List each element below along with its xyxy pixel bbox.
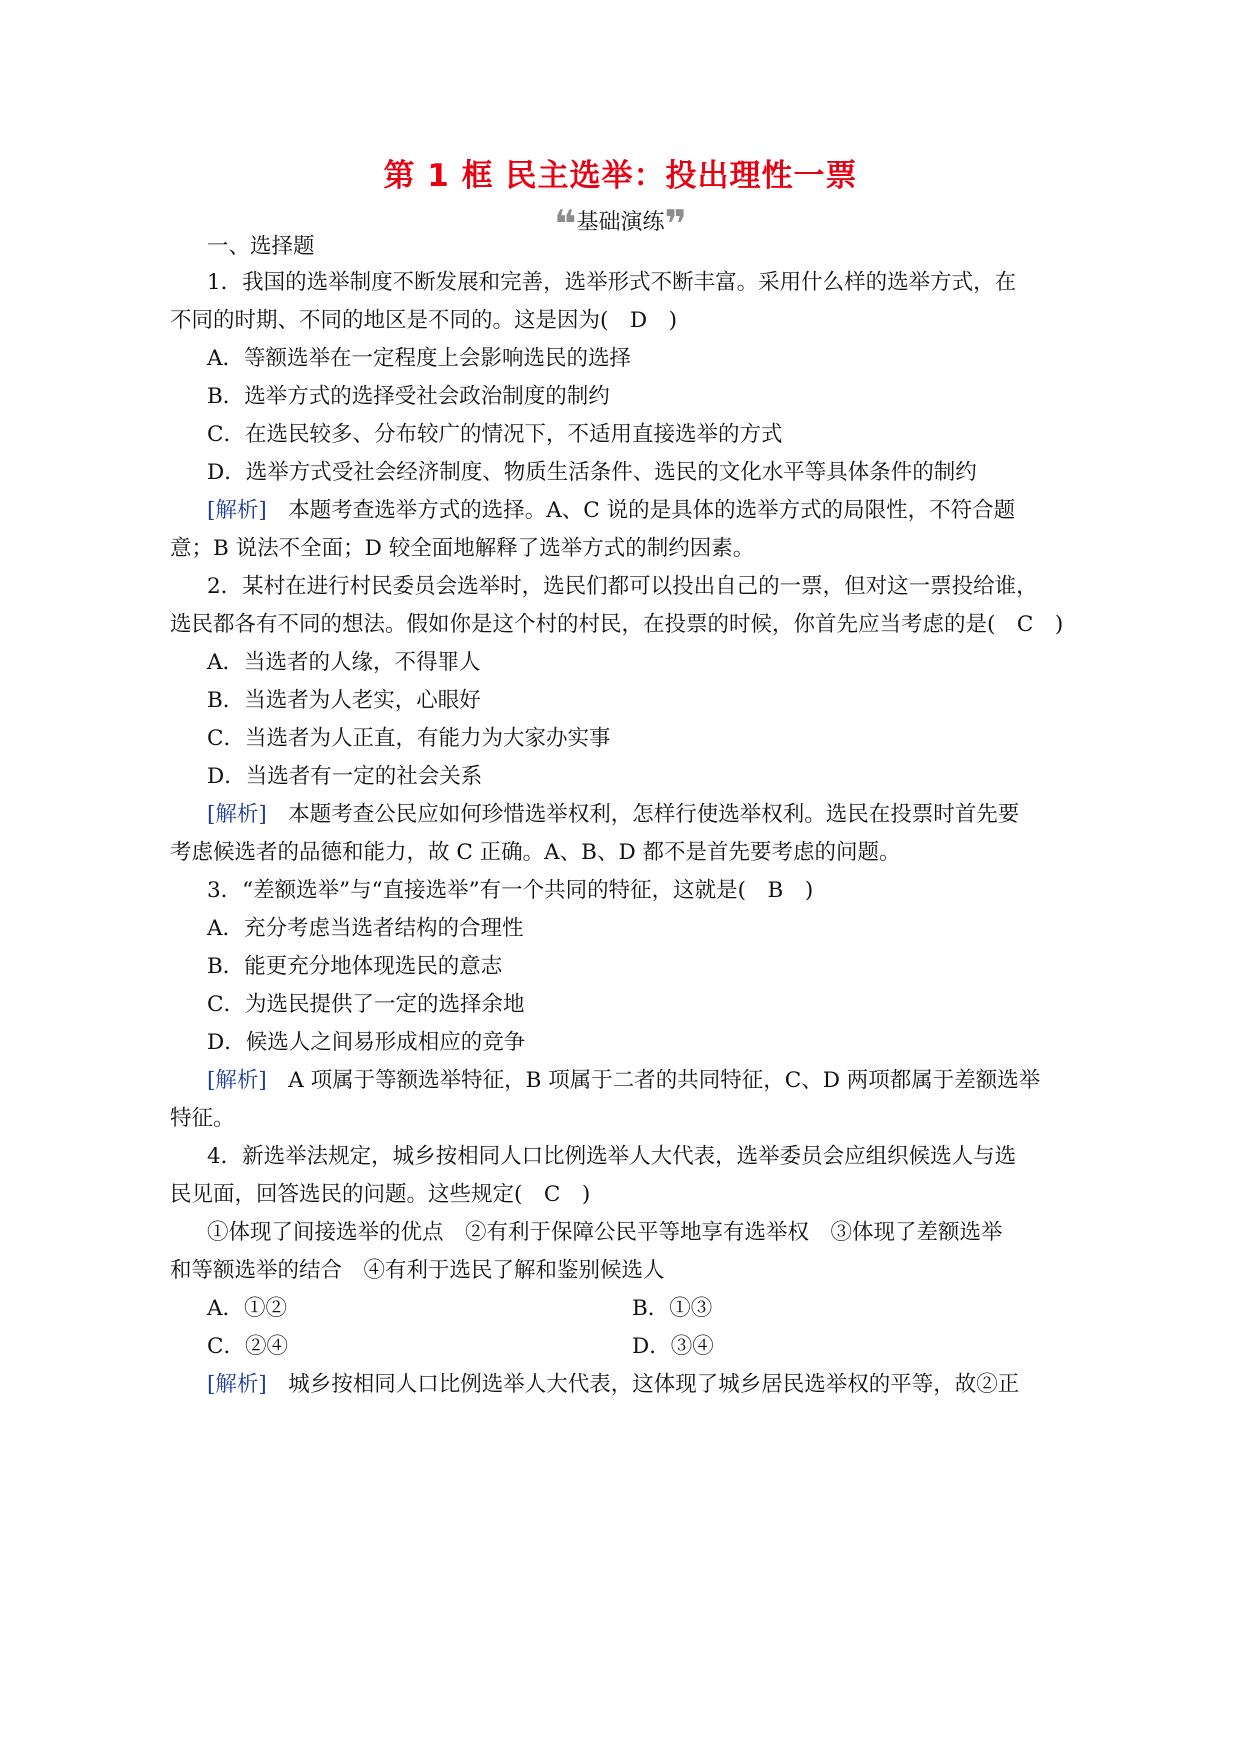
lesson-title: 第 1 框 民主选举：投出理性一票: [383, 158, 858, 194]
analysis-text: 城乡按相同人口比例选举人大代表，这体现了城乡居民选举权的平等，故②正: [266, 1372, 1020, 1397]
q4-stem-line2: 民见面，回答选民的问题。这些规定( C ): [170, 1182, 591, 1207]
q3-analysis-line2: 特征。: [170, 1106, 235, 1131]
q2-option-b: B．当选者为人老实，心眼好: [207, 688, 481, 713]
section-heading: 一、选择题: [207, 234, 315, 259]
banner-label: 基础演练: [576, 210, 665, 235]
q3-option-c: C．为选民提供了一定的选择余地: [207, 992, 525, 1017]
q4-option-b: B．①③: [632, 1296, 713, 1321]
q1-option-b: B．选举方式的选择受社会政治制度的制约: [207, 384, 610, 409]
q1-option-d: D．选举方式受社会经济制度、物质生活条件、选民的文化水平等具体条件的制约: [207, 460, 977, 485]
q1-option-c: C．在选民较多、分布较广的情况下，不适用直接选举的方式: [207, 422, 783, 447]
section-banner: [0, 202, 1241, 246]
q4-statements-line2: 和等额选举的结合 ④有利于选民了解和鉴别候选人: [170, 1258, 665, 1283]
q4-option-c: C．②④: [207, 1334, 288, 1359]
q1-analysis-line1: [207, 500, 1015, 522]
q4-option-d: D．③④: [632, 1334, 714, 1359]
q4-analysis-line1: [207, 1374, 1019, 1396]
analysis-label: [解析]: [207, 1068, 267, 1093]
analysis-label: [解析]: [207, 498, 267, 523]
q4-option-a: A．①②: [207, 1296, 288, 1321]
q2-option-a: A．当选者的人缘，不得罪人: [207, 650, 481, 675]
q4-statements-line1: ①体现了间接选举的优点 ②有利于保障公民平等地享有选举权 ③体现了差额选举: [207, 1220, 1003, 1245]
q2-analysis-line1: [207, 804, 1019, 826]
analysis-text: 本题考查选举方式的选择。A、C 说的是具体的选举方式的局限性，不符合题: [266, 498, 1016, 523]
q2-stem-line1: 2．某村在进行村民委员会选举时，选民们都可以投出自己的一票，但对这一票投给谁，: [207, 574, 1038, 599]
q3-option-b: B．能更充分地体现选民的意志: [207, 954, 503, 979]
analysis-text: 本题考查公民应如何珍惜选举权利，怎样行使选举权利。选民在投票时首先要: [266, 802, 1020, 827]
analysis-label: [解析]: [207, 802, 267, 827]
q1-stem-line2: 不同的时期、不同的地区是不同的。这是因为( D ): [170, 308, 678, 333]
q2-stem-line2: 选民都各有不同的想法。假如你是这个村的村民，在投票的时候，你首先应当考虑的是( C ): [170, 612, 1064, 637]
open-quote-icon: ❝: [554, 202, 577, 246]
q4-stem-line1: 4．新选举法规定，城乡按相同人口比例选举人大代表，选举委员会应组织候选人与选: [207, 1144, 1017, 1169]
q1-option-a: A．等额选举在一定程度上会影响选民的选择: [207, 346, 632, 371]
q2-option-c: C．当选者为人正直，有能力为大家办实事: [207, 726, 611, 751]
q2-analysis-line2: 考虑候选者的品德和能力，故 C 正确。A、B、D 都不是首先要考虑的问题。: [170, 840, 901, 865]
q1-analysis-line2: 意；B 说法不全面；D 较全面地解释了选举方式的制约因素。: [170, 536, 755, 561]
q3-analysis-line1: [207, 1070, 1040, 1092]
close-quote-icon: ❞: [664, 202, 687, 246]
analysis-label: [解析]: [207, 1372, 267, 1397]
q2-option-d: D．当选者有一定的社会关系: [207, 764, 483, 789]
analysis-text: A 项属于等额选举特征，B 项属于二者的共同特征，C、D 两项都属于差额选举: [266, 1068, 1041, 1093]
q1-stem-line1: 1．我国的选举制度不断发展和完善，选举形式不断丰富。采用什么样的选举方式，在: [207, 270, 1017, 295]
q3-option-a: A．充分考虑当选者结构的合理性: [207, 916, 524, 941]
q3-stem-line1: 3．“差额选举”与“直接选举”有一个共同的特征，这就是( B ): [207, 878, 814, 903]
q3-option-d: D．候选人之间易形成相应的竞争: [207, 1030, 526, 1055]
